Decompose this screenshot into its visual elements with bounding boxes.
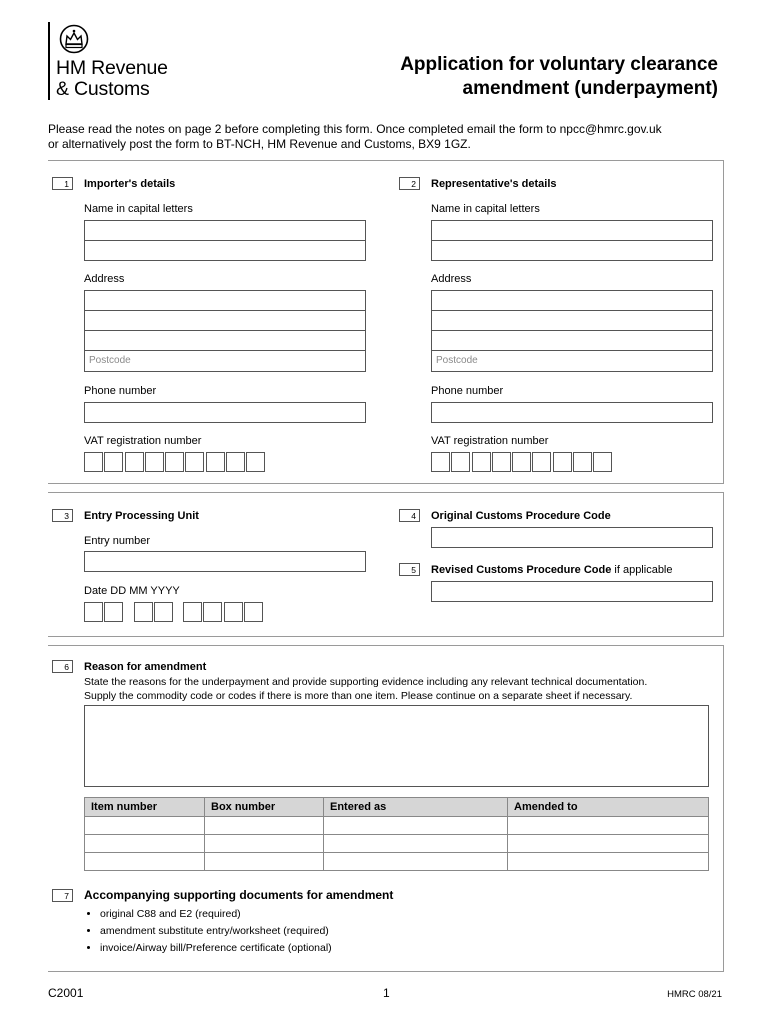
vat-digit-box[interactable] [84,452,103,472]
reason-instructions-line-1: State the reasons for the underpayment and provide supporting evidence including any relevant technical documentation. [84,676,648,688]
representative-postcode-placeholder: Postcode [436,355,478,366]
representative-address-line-1[interactable] [431,290,713,311]
vat-digit-box[interactable] [246,452,265,472]
vat-digit-box[interactable] [125,452,144,472]
importer-address-label: Address [84,273,125,285]
date-label: Date DD MM YYYY [84,585,180,597]
supporting-docs-list [84,906,332,957]
date-year-box[interactable] [244,602,263,622]
date-day-box[interactable] [104,602,123,622]
brand-name [56,58,168,100]
revised-cpc-suffix: if applicable [611,564,673,576]
representative-phone-field[interactable] [431,402,713,423]
list-item: • invoice/Airway bill/Preference certificate (optional) [100,940,332,957]
table-cell[interactable] [205,817,324,835]
table-cell[interactable] [324,853,508,871]
table-cell[interactable] [508,835,709,853]
representative-address-line-3[interactable] [431,331,713,351]
revised-cpc-heading [431,564,673,576]
vat-digit-box[interactable] [431,452,450,472]
representative-name-label: Name in capital letters [431,203,540,215]
representative-address-line-2[interactable] [431,311,713,331]
intro-text [48,122,728,152]
table-row [85,835,709,853]
table-cell[interactable] [85,835,205,853]
section-number-5: 5 [399,563,420,576]
supporting-docs-heading: Accompanying supporting documents for amendment [84,888,394,902]
form-version: HMRC 08/21 [667,989,722,1000]
importer-phone-label: Phone number [84,385,157,397]
table-cell[interactable] [508,817,709,835]
representative-name-field-2[interactable] [431,241,713,261]
title-line-2: amendment (underpayment) [462,78,718,99]
table-cell[interactable] [85,817,205,835]
column-box-number: Box number [205,798,324,817]
date-month-box[interactable] [134,602,153,622]
vat-digit-box[interactable] [492,452,511,472]
intro-line-2: or alternatively post the form to BT-NCH, HM Revenue and Customs, BX9 1GZ. [48,137,471,151]
vat-digit-box[interactable] [593,452,612,472]
section-number-2: 2 [399,177,420,190]
importer-vat-boxes[interactable] [84,452,267,472]
table-cell[interactable] [205,835,324,853]
date-year-box[interactable] [203,602,222,622]
date-day-box[interactable] [84,602,103,622]
vat-digit-box[interactable] [512,452,531,472]
representative-vat-label: VAT registration number [431,435,549,447]
table-cell[interactable] [205,853,324,871]
reason-instructions [84,675,714,703]
importer-name-label: Name in capital letters [84,203,193,215]
form-code: C2001 [48,986,84,1000]
vat-digit-box[interactable] [165,452,184,472]
vat-digit-box[interactable] [206,452,225,472]
table-cell[interactable] [324,817,508,835]
vat-digit-box[interactable] [104,452,123,472]
vat-digit-box[interactable] [472,452,491,472]
representative-vat-boxes[interactable] [431,452,614,472]
entry-number-field[interactable] [84,551,366,572]
vat-digit-box[interactable] [553,452,572,472]
vat-digit-box[interactable] [226,452,245,472]
importer-address-line-2[interactable] [84,311,366,331]
title-line-1: Application for voluntary clearance [400,54,718,75]
intro-line-1: Please read the notes on page 2 before completing this form. Once completed email the form to npcc@hmrc.gov.uk [48,122,662,136]
section-number-3: 3 [52,509,73,522]
date-year-box[interactable] [183,602,202,622]
table-header-row [85,798,709,817]
table-row [85,817,709,835]
importer-phone-field[interactable] [84,402,366,423]
importer-postcode-placeholder: Postcode [89,355,131,366]
section-number-7: 7 [52,889,73,902]
representative-address-label: Address [431,273,472,285]
page-title [400,53,718,101]
table-cell[interactable] [324,835,508,853]
amendment-items-table [84,797,709,871]
brand-line-2: & Customs [56,78,150,100]
brand-line-1: HM Revenue [56,57,168,79]
vat-digit-box[interactable] [451,452,470,472]
logo-rule [48,22,50,100]
revised-cpc-field[interactable] [431,581,713,602]
representative-heading: Representative's details [431,178,557,190]
list-item: • original C88 and E2 (required) [100,906,332,923]
crown-crest-icon [58,24,90,54]
vat-digit-box[interactable] [145,452,164,472]
original-cpc-heading: Original Customs Procedure Code [431,510,611,522]
importer-address-line-1[interactable] [84,290,366,311]
entry-number-label: Entry number [84,535,151,547]
column-amended-to: Amended to [508,798,709,817]
table-cell[interactable] [85,853,205,871]
table-cell[interactable] [508,853,709,871]
representative-phone-label: Phone number [431,385,504,397]
section-number-6: 6 [52,660,73,673]
date-month-box[interactable] [154,602,173,622]
vat-digit-box[interactable] [185,452,204,472]
section-number-1: 1 [52,177,73,190]
importer-name-field-2[interactable] [84,241,366,261]
date-boxes[interactable] [84,602,264,622]
representative-postcode-field[interactable] [431,351,713,372]
original-cpc-field[interactable] [431,527,713,548]
importer-postcode-field[interactable] [84,351,366,372]
column-entered-as: Entered as [324,798,508,817]
column-item-number: Item number [85,798,205,817]
table-row [85,853,709,871]
importer-vat-label: VAT registration number [84,435,202,447]
entry-processing-heading: Entry Processing Unit [84,510,199,522]
reason-heading: Reason for amendment [84,661,207,673]
vat-digit-box[interactable] [532,452,551,472]
reason-textarea[interactable] [84,705,709,787]
list-item: • amendment substitute entry/worksheet (required) [100,923,332,940]
date-year-box[interactable] [224,602,243,622]
reason-instructions-line-2: Supply the commodity code or codes if there is more than one item. Please continue on a separate sheet if necessary. [84,690,633,702]
section-number-4: 4 [399,509,420,522]
revised-cpc-heading-text: Revised Customs Procedure Code [431,564,612,576]
importer-heading: Importer's details [84,178,176,190]
importer-name-field-1[interactable] [84,220,366,241]
page-number: 1 [383,986,390,1000]
importer-address-line-3[interactable] [84,331,366,351]
vat-digit-box[interactable] [573,452,592,472]
representative-name-field-1[interactable] [431,220,713,241]
